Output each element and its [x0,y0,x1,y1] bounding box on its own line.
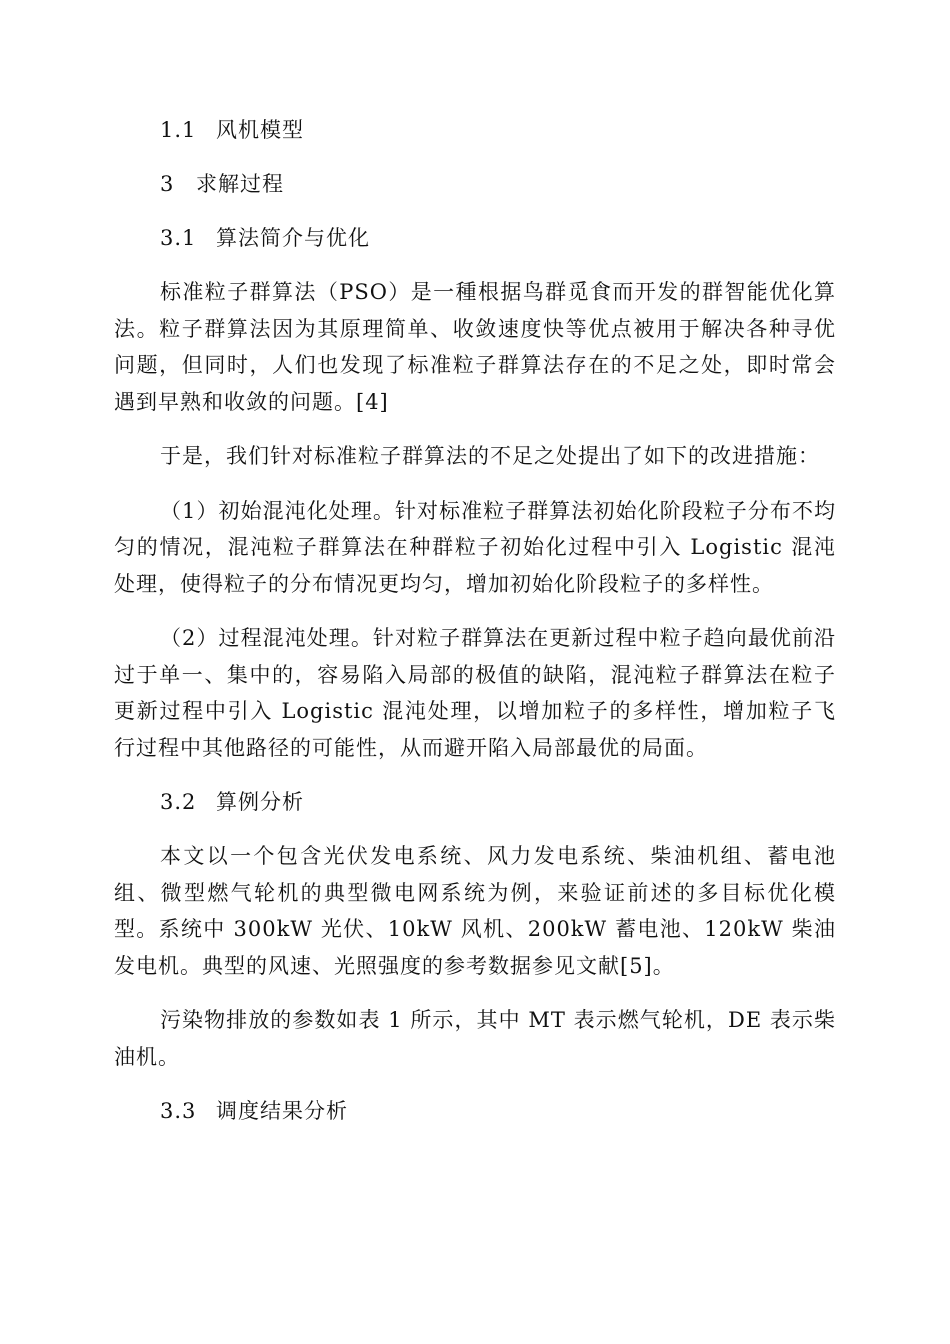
heading-title: 风机模型 [216,118,304,142]
heading-number: 3 [160,172,175,196]
paragraph-item-2: （2）过程混沌处理。针对粒子群算法在更新过程中粒子趋向最优前沿过于单一、集中的，容易陷入局部的极值的缺陷，混沌粒子群算法在粒子更新过程中引入 Logistic 混沌处理，以增加粒子的多样性，增加粒子飞行过程中其他路径的可能性，从而避开陷入局部最优的局面。 [114,626,836,760]
heading-number: 3.3 [160,1099,197,1123]
heading-number: 3.1 [160,226,197,250]
heading-dispatch [114,1093,836,1129]
heading-title: 求解过程 [196,172,284,196]
paragraph-pso-intro: 标准粒子群算法（PSO）是一種根据鸟群觅食而开发的群智能优化算法。粒子群算法因为其原理简单、收敛速度快等优点被用于解决各种寻优问题，但同时，人们也发现了标准粒子群算法存在的不足之处，即时常会遇到早熟和收敛的问题。[4] [114,280,836,414]
heading-algo-intro [114,220,836,256]
heading-number: 3.2 [160,790,197,814]
paragraph-example: 本文以一个包含光伏发电系统、风力发电系统、柴油机组、蓄电池组、微型燃气轮机的典型微电网系统为例，来验证前述的多目标优化模型。系统中 300kW 光伏、10kW 风机、200kW 蓄电池、120kW 柴油发电机。典型的风速、光照强度的参考数据参见文献[5]。 [114,844,836,978]
heading-title: 算法简介与优化 [216,226,370,250]
heading-number: 1.1 [160,118,197,142]
paragraph-improve-lead: 于是，我们针对标准粒子群算法的不足之处提出了如下的改进措施： [160,444,820,468]
heading-example [114,784,836,820]
paragraph-pollutant: 污染物排放的参数如表 1 所示，其中 MT 表示燃气轮机，DE 表示柴油机。 [114,1008,836,1069]
document-page [114,112,836,1147]
paragraph-item-1: （1）初始混沌化处理。针对标准粒子群算法初始化阶段粒子分布不均匀的情况，混沌粒子群算法在种群粒子初始化过程中引入 Logistic 混沌处理，使得粒子的分布情况更均匀，增加初始化阶段粒子的多样性。 [114,498,836,596]
heading-solve-process [114,166,836,202]
heading-wind-model [114,112,836,148]
heading-title: 调度结果分析 [216,1099,348,1123]
heading-title: 算例分析 [216,790,304,814]
